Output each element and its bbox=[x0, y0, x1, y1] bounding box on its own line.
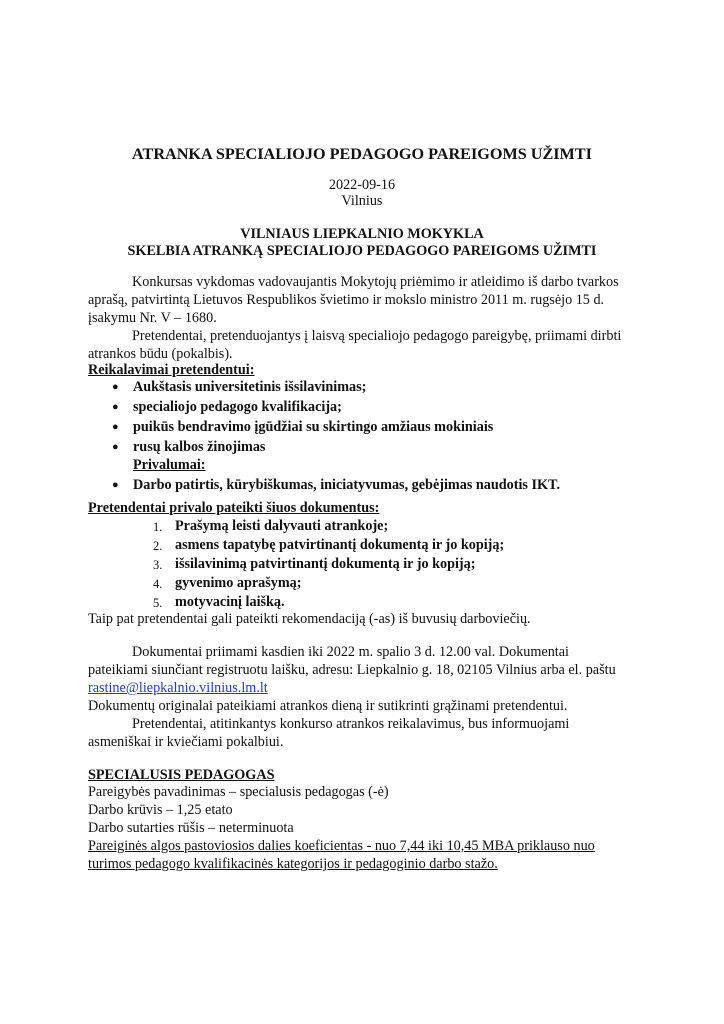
submission-line-2: pateikiami siunčiant registruotu laišku, adresu: Liepkalnio g. 18, 02105 Vilnius arba el. paštu bbox=[88, 662, 616, 678]
requirement-item: rusų kalbos žinojimas bbox=[133, 439, 266, 455]
contract-type-line: Darbo sutarties rūšis – neterminuota bbox=[88, 820, 294, 836]
submission-line-5: asmeniškai ir kviečiami pokalbiui. bbox=[88, 734, 284, 750]
organization-name: VILNIAUS LIEPKALNIO MOKYKLA bbox=[240, 226, 484, 242]
document-item: motyvacinį laišką. bbox=[175, 594, 285, 610]
requirement-item: Aukštasis universitetinis išsilavinimas; bbox=[133, 379, 367, 395]
bullet-icon: ● bbox=[112, 381, 119, 393]
intro-paragraph-2-line-1: Pretendentai, pretenduojantys į laisvą specialiojo pedagogo pareigybę, priimami dirbti bbox=[132, 328, 622, 344]
submission-line-3: Dokumentų originalai pateikiami atrankos dieną ir sutikrinti grąžinami pretendentui. bbox=[88, 698, 568, 714]
intro-paragraph-1-line-2: aprašą, patvirtintą Lietuvos Respublikos švietimo ir mokslo ministro 2011 m. rugsėjo 15 d. bbox=[88, 292, 605, 308]
position-heading: SPECIALUSIS PEDAGOGAS bbox=[88, 767, 275, 783]
list-number: 5. bbox=[153, 596, 163, 610]
intro-paragraph-2-line-2: atrankos būdu (pokalbis). bbox=[88, 346, 233, 362]
bullet-icon: ● bbox=[112, 401, 119, 413]
document-date: 2022-09-16 bbox=[328, 177, 396, 193]
list-number: 1. bbox=[153, 520, 163, 534]
requirement-item: specialiojo pedagogo kvalifikacija; bbox=[133, 399, 342, 415]
document-item: gyvenimo aprašymą; bbox=[175, 575, 302, 591]
documents-note: Taip pat pretendentai gali pateikti rekomendaciją (-as) iš buvusių darboviečių. bbox=[88, 611, 531, 627]
list-number: 3. bbox=[153, 558, 163, 572]
requirements-heading: Reikalavimai pretendentui: bbox=[88, 362, 255, 378]
bullet-icon: ● bbox=[112, 421, 119, 433]
submission-line-1: Dokumentai priimami kasdien iki 2022 m. spalio 3 d. 12.00 val. Dokumentai bbox=[132, 644, 569, 660]
list-number: 4. bbox=[153, 577, 163, 591]
document-item: Prašymą leisti dalyvauti atrankoje; bbox=[175, 518, 389, 534]
document-item: asmens tapatybę patvirtinantį dokumentą ir jo kopiją; bbox=[175, 537, 505, 553]
salary-line-1: Pareiginės algos pastoviosios dalies koeficientas - nuo 7,44 iki 10,45 MBA priklauso nuo bbox=[88, 838, 595, 854]
documents-heading: Pretendentai privalo pateikti šiuos dokumentus: bbox=[88, 500, 380, 516]
bullet-icon: ● bbox=[112, 441, 119, 453]
salary-line-2: turimos pedagogo kvalifikacinės kategorijos ir pedagoginio darbo stažo. bbox=[88, 856, 498, 872]
bullet-icon: ● bbox=[112, 479, 119, 491]
document-city: Vilnius bbox=[341, 193, 383, 209]
page-title: ATRANKA SPECIALIOJO PEDAGOGO PAREIGOMS UŽIMTI bbox=[132, 145, 592, 163]
position-title-line: Pareigybės pavadinimas – specialusis pedagogas (-ė) bbox=[88, 784, 389, 800]
submission-line-4: Pretendentai, atitinkantys konkurso atrankos reikalavimus, bus informuojami bbox=[132, 716, 570, 732]
document-item: išsilavinimą patvirtinantį dokumentą ir jo kopiją; bbox=[175, 556, 476, 572]
list-number: 2. bbox=[153, 539, 163, 553]
advantage-item: Darbo patirtis, kūrybiškumas, iniciatyvumas, gebėjimas naudotis IKT. bbox=[133, 477, 560, 493]
intro-paragraph-1-line-1: Konkursas vykdomas vadovaujantis Mokytojų priėmimo ir atleidimo iš darbo tvarkos bbox=[132, 274, 619, 290]
requirement-item: puikūs bendravimo įgūdžiai su skirtingo amžiaus mokiniais bbox=[133, 419, 494, 435]
email-link[interactable]: rastine@liepkalnio.vilnius.lm.lt bbox=[88, 680, 268, 696]
announcement-subtitle: SKELBIA ATRANKĄ SPECIALIOJO PEDAGOGO PAREIGOMS UŽIMTI bbox=[127, 243, 597, 259]
advantages-heading: Privalumai: bbox=[133, 457, 206, 473]
intro-paragraph-1-line-3: įsakymu Nr. V – 1680. bbox=[88, 310, 217, 326]
workload-line: Darbo krūvis – 1,25 etato bbox=[88, 802, 233, 818]
